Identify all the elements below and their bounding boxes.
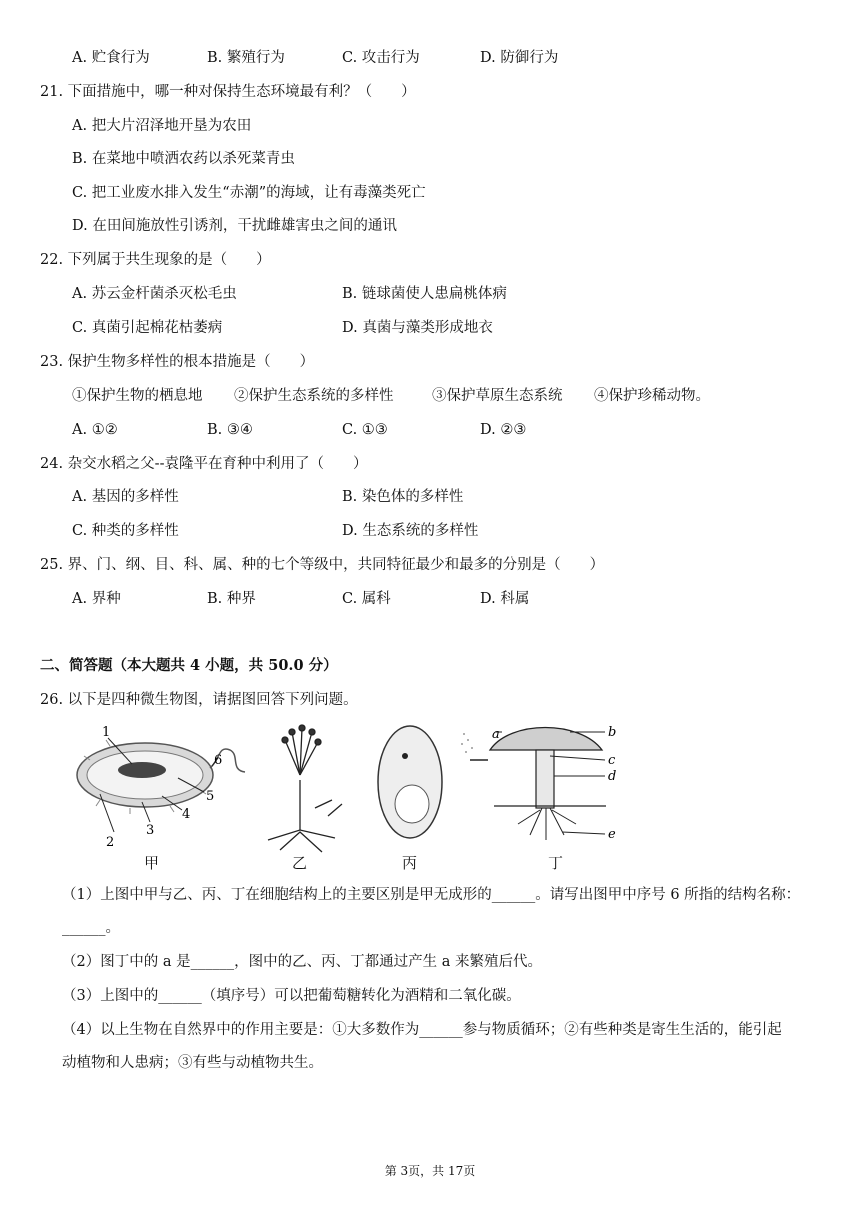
ding-letter-b: b [608, 725, 617, 740]
q23-item-2: ②保护生态系统的多样性 [234, 388, 394, 404]
q21-option-c: C. 把工业废水排入发生“赤潮”的海域，让有毒藻类死亡 [72, 185, 426, 201]
q25-option-a: A. 界种 [72, 591, 121, 607]
ding-letter-c: c [608, 753, 616, 768]
q26-sub4-line1: （4）以上生物在自然界中的作用主要是：①大多数作为______参与物质循环；②有些种类是寄生生活的，能引起 [62, 1022, 782, 1038]
mold-drawing [268, 725, 342, 852]
q22-option-c: C. 真菌引起棉花枯萎病 [72, 320, 223, 336]
q22-stem: 22. 下列属于共生现象的是（ ） [40, 252, 271, 268]
q25-stem: 25. 界、门、纲、目、科、属、种的七个等级中，共同特征最少和最多的分别是（ ） [40, 557, 605, 573]
q21-option-d: D. 在田间施放性引诱剂，干扰雌雄害虫之间的通讯 [72, 218, 397, 234]
jia-number-6: 6 [214, 753, 223, 768]
bacterium-drawing [77, 725, 245, 850]
figure-label-yi: 乙 [292, 854, 308, 872]
ding-letter-a: a [492, 727, 500, 742]
q20-option-d: D. 防御行为 [480, 50, 559, 66]
q24-option-d: D. 生态系统的多样性 [342, 523, 479, 539]
q23-option-d: D. ②③ [480, 422, 527, 438]
q23-stem: 23. 保护生物多样性的根本措施是（ ） [40, 354, 315, 370]
q21-stem: 21. 下面措施中，哪一种对保持生态环境最有利？（ ） [40, 84, 416, 100]
q20-option-b: B. 繁殖行为 [207, 50, 285, 66]
q22-option-a: A. 苏云金杆菌杀灭松毛虫 [72, 286, 237, 302]
q26-stem: 26. 以下是四种微生物图，请据图回答下列问题。 [40, 692, 358, 708]
figure-label-ding: 丁 [548, 854, 564, 872]
mushroom-drawing [461, 725, 616, 842]
figure-label-jia: 甲 [144, 854, 160, 872]
figure-label-bing: 丙 [402, 854, 418, 872]
q26-sub3: （3）上图中的______（填序号）可以把葡萄糖转化为酒精和二氧化碳。 [62, 988, 521, 1004]
jia-number-2: 2 [106, 835, 115, 850]
q23-item-1: ①保护生物的栖息地 [72, 388, 203, 404]
q20-option-c: C. 攻击行为 [342, 50, 420, 66]
q26-sub1-line1: （1）上图中甲与乙、丙、丁在细胞结构上的主要区别是甲无成形的______。请写出图甲中序号 6 所指的结构名称： [62, 887, 801, 903]
q23-option-c: C. ①③ [342, 422, 388, 438]
jia-number-3: 3 [146, 823, 155, 838]
ding-letter-e: e [608, 827, 616, 842]
q25-option-d: D. 科属 [480, 591, 530, 607]
section-title: 二、简答题（本大题共 4 小题，共 50.0 分） [40, 657, 338, 674]
q23-item-4: ④保护珍稀动物。 [594, 388, 710, 404]
q24-option-a: A. 基因的多样性 [72, 489, 179, 505]
q24-option-b: B. 染色体的多样性 [342, 489, 464, 505]
q25-option-b: B. 种界 [207, 591, 256, 607]
yeast-drawing [378, 726, 442, 838]
q26-sub4-line2: 动植物和人患病；③有些与动植物共生。 [62, 1055, 323, 1071]
microbe-figure [70, 720, 630, 870]
q24-stem: 24. 杂交水稻之父--袁隆平在育种中利用了（ ） [40, 456, 368, 472]
jia-number-1: 1 [102, 725, 111, 740]
q21-option-a: A. 把大片沼泽地开垦为农田 [72, 118, 252, 134]
q23-option-b: B. ③④ [207, 422, 253, 438]
q22-option-d: D. 真菌与藻类形成地衣 [342, 320, 493, 336]
jia-number-4: 4 [182, 807, 191, 822]
q22-option-b: B. 链球菌使人患扁桃体病 [342, 286, 507, 302]
q26-sub2: （2）图丁中的 a 是______，图中的乙、丙、丁都通过产生 a 来繁殖后代。 [62, 954, 542, 970]
q26-sub1-line2: ______。 [62, 920, 120, 936]
q23-item-3: ③保护草原生态系统 [432, 388, 563, 404]
ding-letter-d: d [608, 769, 617, 784]
q25-option-c: C. 属科 [342, 591, 391, 607]
q20-option-a: A. 贮食行为 [72, 50, 150, 66]
q23-option-a: A. ①② [72, 422, 118, 438]
q21-option-b: B. 在菜地中喷洒农药以杀死菜青虫 [72, 151, 295, 167]
q24-option-c: C. 种类的多样性 [72, 523, 179, 539]
page-footer: 第 3页，共 17页 [384, 1164, 476, 1178]
jia-number-5: 5 [206, 789, 215, 804]
